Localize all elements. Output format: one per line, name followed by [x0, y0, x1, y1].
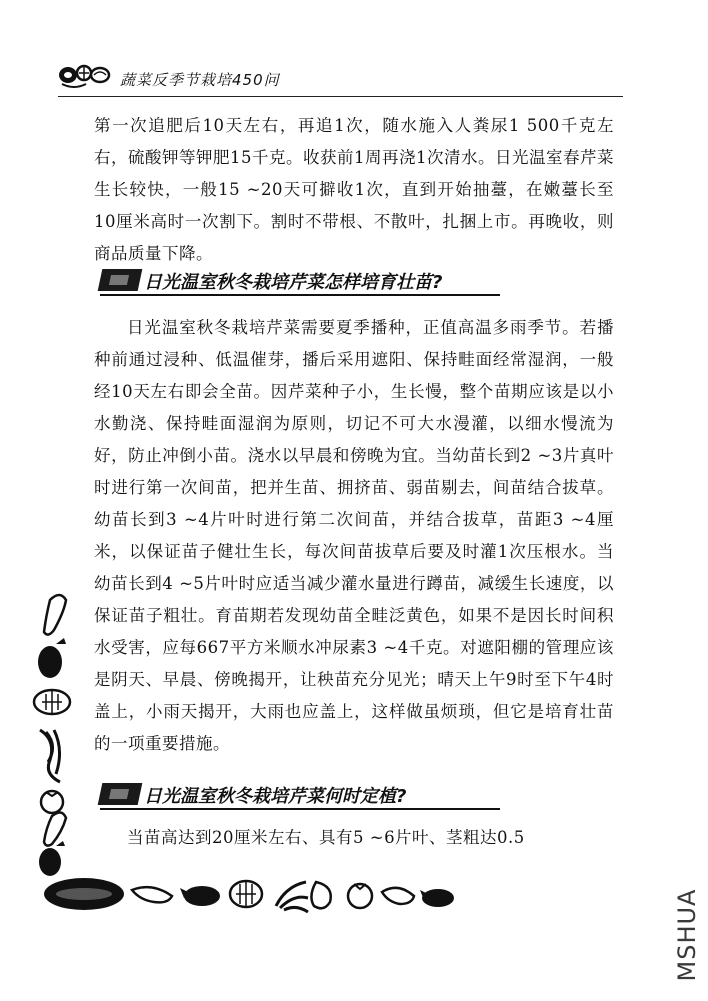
side-vegetable-decoration [28, 590, 80, 880]
running-header-title: 蔬菜反季节栽培450问 [120, 71, 280, 89]
heading-underline [100, 808, 500, 810]
watermark-text: MSHUA [673, 888, 701, 982]
section-badge-icon [98, 783, 143, 805]
tomato-icon [348, 884, 372, 908]
section-heading-text: 日光温室秋冬栽培芹菜怎样培育壮苗? [144, 272, 443, 293]
watermark [670, 880, 704, 990]
body-paragraph: 当苗高达到20厘米左右、具有5 ~6片叶、茎粗达0.5 [127, 828, 525, 847]
body-paragraph: 日光温室秋冬栽培芹菜需要夏季播种，正值高温多雨季节。若播种前通过浸种、低温催芽，播后采用遮阳、保持畦面经常湿润，一般经10天左右即会全苗。因芹菜种子小，生长慢，整个苗期应该是以小水勤浇、保持畦面湿润为原则，切记不可大水漫灌，以细水慢流为好，防止冲倒小苗。浇水以早晨和傍晚为宜。当幼苗长到2 ~3片真叶时进行第一次间苗，把并生苗、拥挤苗、弱苗剔去，间苗结合拔草。幼苗长到3 ~4片叶时进行第二次间苗，并结合拔草，苗距3 ~4厘米，以保证苗子健壮生长，每次间苗拔草后要及时灌1次压根水。当幼苗长到4 ~5片叶时应适当减少灌水量进行蹲苗，减缓生长速度，以保证苗子粗壮。育苗期若发现幼苗全畦泛黄色，如果不是因长时间积水受害，应每667平方米顺水冲尿素3 ~4千克。对遮阳棚的管理应该是阴天、早晨、傍晚揭开，让秧苗充分见光；晴天上午9时至下午4时盖上，小雨天揭开，大雨也应盖上，这样做虽烦琐，但它是培育壮苗的一项重要措施。 [94, 318, 614, 753]
eggplant-icon [38, 638, 66, 678]
cucumber-icon [132, 887, 172, 902]
cucumber-icon [44, 595, 66, 635]
tomato-icon [41, 791, 63, 813]
celery-icon [276, 882, 308, 912]
section-badge-icon [98, 269, 143, 291]
section-heading [100, 266, 520, 296]
section-heading [100, 780, 520, 810]
pepper-icon [311, 882, 330, 908]
bottom-vegetable-decoration [40, 870, 460, 916]
cucumber-icon [44, 812, 66, 845]
vegetables-logo-icon [58, 60, 112, 90]
bean-icon [44, 878, 124, 910]
running-header [58, 60, 658, 94]
celery-icon [40, 730, 60, 782]
section-heading-text: 日光温室秋冬栽培芹菜何时定植? [144, 786, 407, 807]
header-rule [58, 96, 623, 97]
body-paragraph: 第一次追肥后10天左右，再追1次，随水施入人粪尿1 500千克左右，硫酸钾等钾肥15千克。收获前1周再浇1次清水。日光温室春芹菜生长较快，一般15 ~20天可擗收1次，直到开始抽薹，在嫩薹长至10厘米高时一次割下。割时不带根、不散叶，扎捆上市。再晚收，则商品质量下降。 [94, 116, 614, 263]
eggplant-icon [420, 889, 454, 907]
pumpkin-icon [230, 881, 262, 907]
cucumber-icon [382, 888, 414, 904]
eggplant-icon [180, 886, 220, 906]
heading-underline [100, 294, 500, 296]
pumpkin-icon [34, 690, 70, 714]
